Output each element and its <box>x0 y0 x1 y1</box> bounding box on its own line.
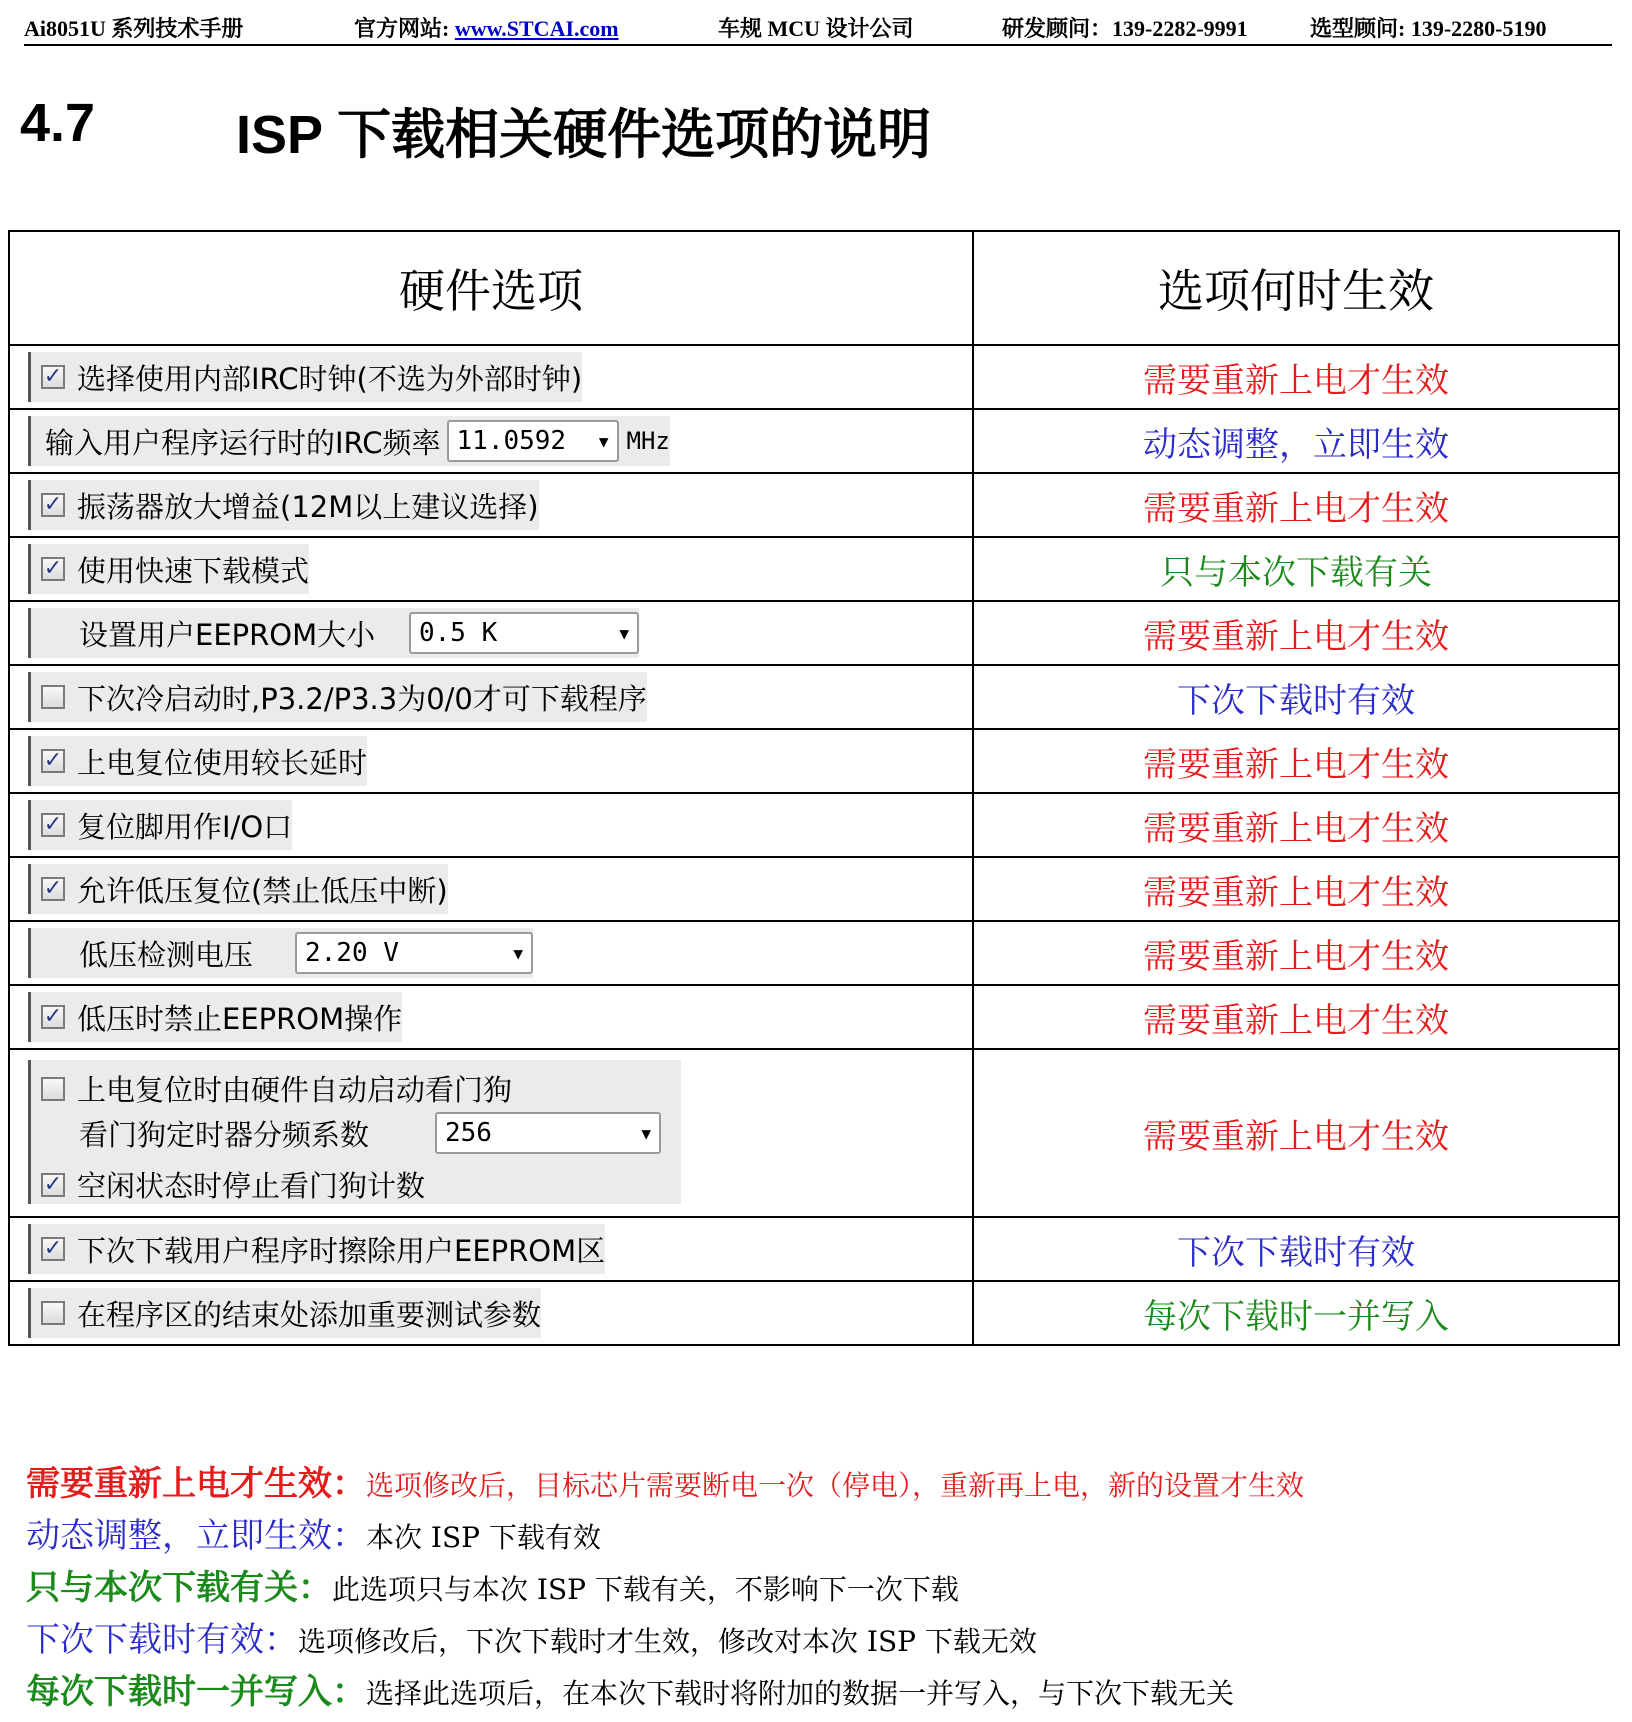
effect-cell: 需要重新上电才生效 <box>973 473 1619 537</box>
option-label: 下次下载用户程序时擦除用户EEPROM区 <box>77 1233 606 1268</box>
option-panel <box>28 1224 605 1274</box>
section-heading: ISP 下载相关硬件选项的说明 <box>236 105 932 165</box>
table-row <box>9 601 1619 665</box>
site-label: 官方网站: <box>354 16 455 41</box>
col-effect-header: 选项何时生效 <box>973 231 1619 345</box>
site-link[interactable]: www.STCAI.com <box>454 16 619 41</box>
legend-item <box>26 1664 1234 1713</box>
option-panel <box>28 864 448 914</box>
options-table <box>8 230 1620 1346</box>
effect-cell: 需要重新上电才生效 <box>973 1049 1619 1217</box>
effect-cell: 下次下载时有效 <box>973 665 1619 729</box>
legend-item <box>26 1456 1304 1505</box>
checkbox[interactable]: ✓ <box>41 1005 65 1029</box>
combo-value: 11.0592 <box>456 426 567 456</box>
col-option-header: 硬件选项 <box>9 231 973 345</box>
option-panel <box>28 928 533 978</box>
table-row <box>9 985 1619 1049</box>
table-row <box>9 409 1619 473</box>
option-label: 复位脚用作I/O口 <box>77 809 293 844</box>
table-row <box>9 921 1619 985</box>
option-panel <box>28 672 647 722</box>
chevron-down-icon: ▼ <box>598 431 609 451</box>
option-panel <box>28 992 402 1042</box>
checkbox[interactable]: ✓ <box>41 877 65 901</box>
table-row <box>9 473 1619 537</box>
legend-key: 只与本次下载有关： <box>26 1568 332 1608</box>
chevron-down-icon: ▼ <box>619 623 629 643</box>
effect-cell: 下次下载时有效 <box>973 1217 1619 1281</box>
option-panel <box>28 480 539 530</box>
table-row <box>9 857 1619 921</box>
checkbox[interactable]: ✓ <box>41 557 65 581</box>
effect-cell: 动态调整，立即生效 <box>973 409 1619 473</box>
checkbox[interactable]: ✓ <box>41 1173 65 1197</box>
website <box>354 12 619 43</box>
option-label: 空闲状态时停止看门狗计数 <box>77 1169 426 1203</box>
legend-item <box>26 1508 601 1557</box>
watchdog-autostart-row <box>41 1068 512 1109</box>
watchdog-prescaler-row <box>41 1112 661 1154</box>
effect-cell: 需要重新上电才生效 <box>973 857 1619 921</box>
option-label: 设置用户EEPROM大小 <box>79 617 376 652</box>
checkbox[interactable] <box>41 1077 65 1101</box>
checkbox[interactable]: ✓ <box>41 813 65 837</box>
option-label: 使用快速下载模式 <box>77 553 310 588</box>
checkbox[interactable]: ✓ <box>41 365 65 389</box>
legend-value: 选项修改后，目标芯片需要断电一次（停电），重新再上电，新的设置才生效 <box>366 1469 1305 1502</box>
option-label: 选择使用内部IRC时钟(不选为外部时钟) <box>77 361 583 396</box>
legend-key: 下次下载时有效： <box>26 1620 298 1660</box>
section-number: 4.7 <box>20 93 96 153</box>
checkbox[interactable] <box>41 685 65 709</box>
option-label: 输入用户程序运行时的IRC频率 <box>45 425 441 460</box>
effect-cell: 需要重新上电才生效 <box>973 985 1619 1049</box>
combo-value: 2.20 V <box>305 938 399 968</box>
table-header-row <box>9 231 1619 345</box>
option-label: 低压时禁止EEPROM操作 <box>77 1001 403 1036</box>
manual-name: Ai8051U 系列技术手册 <box>24 16 244 41</box>
rd-advisor: 研发顾问：139-2282-9991 <box>1002 16 1248 41</box>
option-panel <box>28 736 367 786</box>
checkbox[interactable]: ✓ <box>41 1237 65 1261</box>
option-label: 下次冷启动时,P3.2/P3.3为0/0才可下载程序 <box>77 681 647 716</box>
legend-value: 选项修改后，下次下载时才生效，修改对本次 ISP 下载无效 <box>298 1625 1037 1658</box>
lvd-voltage-combo[interactable] <box>295 932 533 974</box>
option-label: 看门狗定时器分频系数 <box>79 1117 370 1152</box>
chevron-down-icon: ▼ <box>513 943 523 963</box>
combo-value: 0.5 K <box>419 618 498 648</box>
checkbox[interactable]: ✓ <box>41 493 65 517</box>
effect-cell: 需要重新上电才生效 <box>973 601 1619 665</box>
company: 车规 MCU 设计公司 <box>718 16 914 41</box>
page-header <box>24 8 1612 46</box>
effect-cell: 每次下载时一并写入 <box>973 1281 1619 1345</box>
table-row <box>9 1217 1619 1281</box>
legend-value: 本次 ISP 下载有效 <box>366 1521 601 1554</box>
option-panel <box>28 416 670 466</box>
effect-cell: 需要重新上电才生效 <box>973 921 1619 985</box>
option-panel <box>28 544 309 594</box>
effect-cell: 需要重新上电才生效 <box>973 345 1619 409</box>
legend-key: 每次下载时一并写入： <box>26 1672 366 1712</box>
watchdog-prescaler-combo[interactable] <box>435 1112 661 1154</box>
option-label: 低压检测电压 <box>79 937 254 972</box>
legend-key: 需要重新上电才生效： <box>26 1464 366 1504</box>
effect-cell: 只与本次下载有关 <box>973 537 1619 601</box>
chevron-down-icon: ▼ <box>641 1123 651 1143</box>
table-row-watchdog <box>9 1049 1619 1217</box>
option-label: 上电复位时由硬件自动启动看门狗 <box>77 1073 513 1107</box>
option-panel <box>28 800 292 850</box>
checkbox[interactable]: ✓ <box>41 749 65 773</box>
table-row <box>9 345 1619 409</box>
legend-value: 此选项只与本次 ISP 下载有关，不影响下一次下载 <box>332 1573 959 1606</box>
table-row <box>9 729 1619 793</box>
watchdog-panel <box>28 1060 681 1204</box>
irc-frequency-combo[interactable] <box>447 420 619 462</box>
option-label: 允许低压复位(禁止低压中断) <box>77 873 448 908</box>
option-panel <box>28 352 582 402</box>
selection-advisor: 选型顾问: 139-2280-5190 <box>1310 16 1547 41</box>
table-row <box>9 1281 1619 1345</box>
unit-label: MHz <box>626 427 670 455</box>
option-label: 振荡器放大增益(12M以上建议选择) <box>77 489 539 524</box>
watchdog-idle-row <box>41 1164 425 1205</box>
option-label: 在程序区的结束处添加重要测试参数 <box>77 1297 542 1332</box>
table-row <box>9 665 1619 729</box>
legend-key: 动态调整，立即生效： <box>26 1516 366 1556</box>
legend-item <box>26 1560 959 1609</box>
option-label: 上电复位使用较长延时 <box>77 745 368 780</box>
option-panel <box>28 1288 541 1338</box>
combo-value: 256 <box>445 1118 492 1148</box>
legend-value: 选择此选项后，在本次下载时将附加的数据一并写入，与下次下载无关 <box>366 1677 1235 1710</box>
effect-cell: 需要重新上电才生效 <box>973 729 1619 793</box>
checkbox[interactable] <box>41 1301 65 1325</box>
table-row <box>9 537 1619 601</box>
eeprom-size-combo[interactable] <box>409 612 639 654</box>
table-row <box>9 793 1619 857</box>
effect-cell: 需要重新上电才生效 <box>973 793 1619 857</box>
option-panel <box>28 608 639 658</box>
legend-item <box>26 1612 1037 1661</box>
